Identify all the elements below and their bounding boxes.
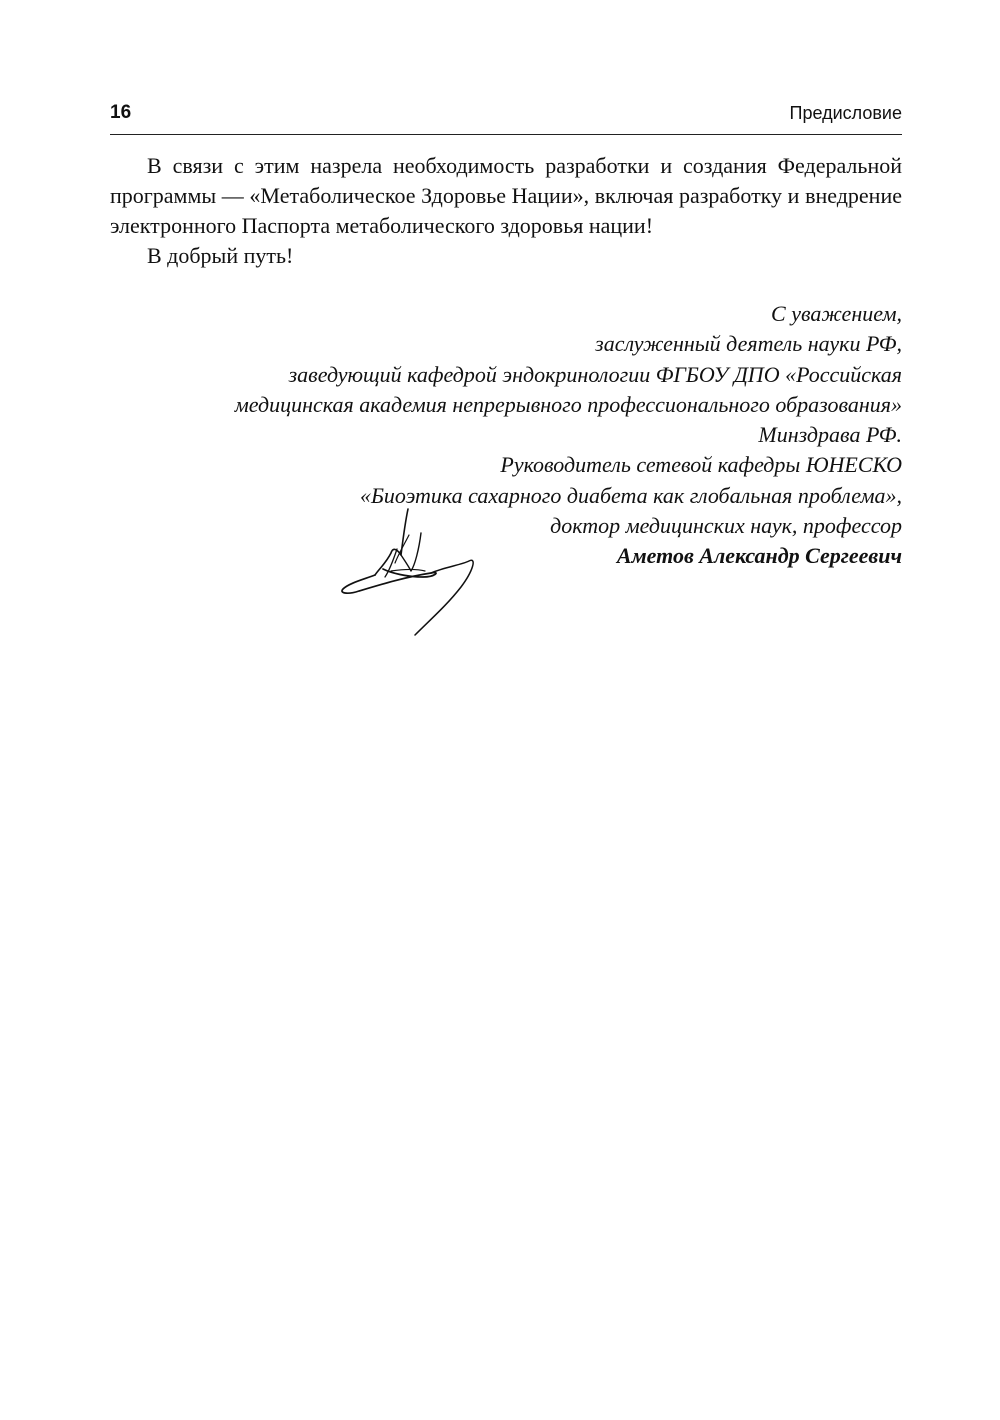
title-line: заведующий кафедрой эндокринологии ФГБОУ ДПО «Российская [288, 361, 902, 387]
closing-line: С уважением, [771, 301, 902, 326]
running-title: Предисловие [789, 103, 902, 123]
paragraph: В связи с этим назрела необходимость разработки и создания Федеральной программы — «Метаболическое Здоровье Нации», включая разработку и внедрение электронного Паспорта метаболического здоровья нации! [110, 153, 902, 238]
paragraph: В добрый путь! [147, 243, 294, 268]
title-line: заслуженный деятель науки РФ, [595, 331, 902, 357]
author-name: Аметов Александр Сергеевич [616, 543, 902, 569]
page-header [110, 100, 902, 135]
title-line: Руководитель сетевой кафедры ЮНЕСКО [500, 452, 902, 478]
handwritten-signature [335, 505, 480, 645]
title-line: Минздрава РФ. [758, 422, 902, 448]
title-line: медицинская академия непрерывного профессионального образования» [234, 391, 902, 417]
title-line: доктор медицинских наук, профессор [550, 513, 902, 539]
signature-block [110, 299, 902, 572]
title-line: «Биоэтика сахарного диабета как глобальная проблема», [359, 482, 902, 508]
body-text [110, 151, 902, 271]
page-number: 16 [110, 102, 132, 123]
